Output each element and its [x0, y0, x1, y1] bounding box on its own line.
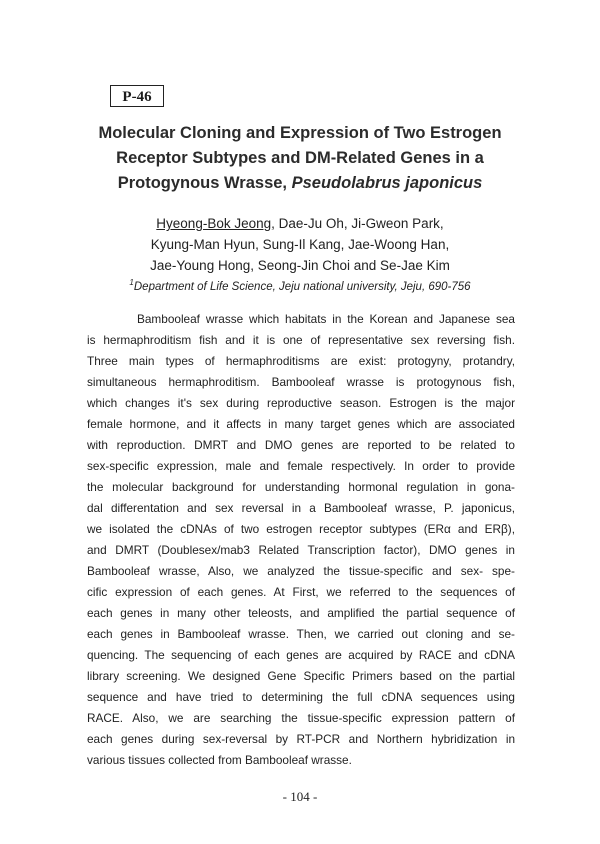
author-line-1: [100, 213, 500, 234]
abstract-line: Bambooleaf wrasse, Also, we analyzed the tissue-specific and sex- spe-: [87, 564, 515, 578]
abstract-line: the molecular background for understanding hormonal regulation in gona-: [87, 480, 515, 494]
abstract-line: each genes during sex-reversal by RT-PCR and Northern hybridization in: [87, 732, 515, 746]
title-line-2: Receptor Subtypes and DM-Related Genes in a: [116, 149, 484, 167]
species-name: Pseudolabrus japonicus: [291, 174, 483, 192]
abstract-line: and DMRT (Doublesex/mab3 Related Transcription factor), DMO genes in: [87, 543, 515, 557]
title-line-3-prefix: Protogynous Wrasse,: [117, 174, 292, 192]
abstract-body: [87, 309, 515, 771]
author-list: [100, 213, 500, 276]
abstract-line: Bambooleaf wrasse which habitats in the Korean and Japanese sea: [137, 312, 515, 326]
abstract-line: cific expression of each genes. At First, we referred to the sequences of: [87, 585, 515, 599]
abstract-line: is hermaphroditism fish and it is one of representative sex reversing fish.: [87, 333, 515, 347]
abstract-line: RACE. Also, we are searching the tissue-specific expression pattern of: [87, 711, 515, 725]
abstract-line: each genes in Bambooleaf wrasse. Then, we carried out cloning and se-: [87, 627, 515, 641]
author-line-3: Jae-Young Hong, Seong-Jin Choi and Se-Jae Kim: [150, 258, 450, 273]
author-line-2: Kyung-Man Hyun, Sung-Il Kang, Jae-Woong Han,: [150, 237, 450, 252]
author-line-1-rest: , Dae-Ju Oh, Ji-Gweon Park,: [271, 216, 444, 231]
page-number: - 104 -: [282, 789, 318, 804]
abstract-line: each genes in many other teleosts, and amplified the partial sequence of: [87, 606, 515, 620]
affiliation-marker: 1: [129, 278, 134, 287]
abstract-line: sequence and have tried to determining the full cDNA sequences using: [87, 690, 515, 704]
abstract-line: library screening. We designed Gene Specific Primers based on the partial: [87, 669, 515, 683]
abstract-line: dal differentation and sex reversal in a Bambooleaf wrasse, P. japonicus,: [87, 501, 515, 515]
paper-title: [60, 121, 540, 196]
abstract-line: which changes it's sex during reproductive season. Estrogen is the major: [87, 396, 515, 410]
abstract-line: Three main types of hermaphroditisms are exist: protogyny, protandry,: [87, 354, 515, 368]
abstract-line: quencing. The sequencing of each genes are acquired by RACE and cDNA: [87, 648, 515, 662]
abstract-line: sex-specific expression, male and female respectively. In order to provide: [87, 459, 515, 473]
title-line-1: Molecular Cloning and Expression of Two Estrogen: [98, 124, 502, 142]
affiliation-text: Department of Life Science, Jeju national university, Jeju, 690-756: [133, 280, 471, 293]
poster-number-badge: P-46: [110, 85, 164, 107]
abstract-line: simultaneous hermaphroditism. Bambooleaf wrasse is protogynous fish,: [87, 375, 515, 389]
presenting-author: Hyeong-Bok Jeong: [156, 216, 272, 231]
affiliation: [100, 275, 500, 295]
abstract-line: various tissues collected from Bambooleaf wrasse.: [87, 753, 352, 767]
abstract-line: we isolated the cDNAs of two estrogen receptor subtypes (ERα and ERβ),: [87, 522, 515, 536]
abstract-line: female hormone, and it affects in many target genes which are associated: [87, 417, 515, 431]
abstract-line: with reproduction. DMRT and DMO genes are reported to be related to: [87, 438, 515, 452]
title-line-3: [60, 171, 540, 196]
